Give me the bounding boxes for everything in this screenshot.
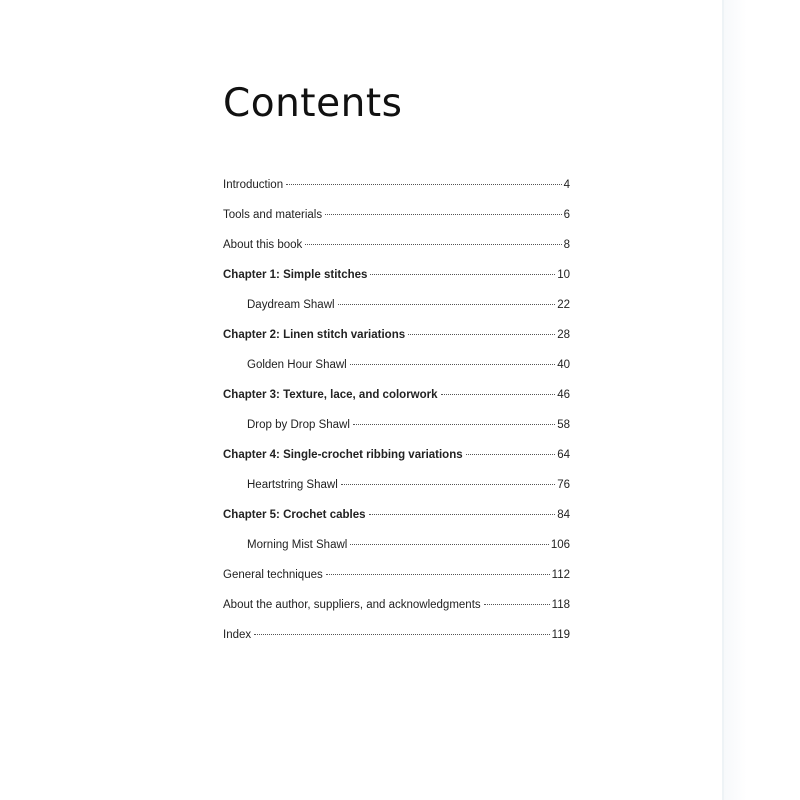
- toc-leader-dots: [441, 394, 556, 395]
- toc-leader-dots: [326, 574, 550, 575]
- toc-entry-label: Drop by Drop Shawl: [247, 419, 350, 431]
- page-shadow: [724, 0, 800, 800]
- toc-entry-page: 28: [557, 329, 570, 341]
- toc-entry-page: 119: [551, 629, 570, 641]
- toc-entry: [223, 232, 570, 262]
- toc-entry-label: Chapter 3: Texture, lace, and colorwork: [223, 389, 438, 401]
- toc-entry: [223, 202, 570, 232]
- toc-leader-dots: [353, 424, 555, 425]
- toc-project-entry: [223, 412, 570, 442]
- toc-leader-dots: [466, 454, 556, 455]
- toc-entry-page: 10: [557, 269, 570, 281]
- toc-entry-page: 106: [550, 539, 570, 551]
- table-of-contents: [223, 172, 570, 652]
- toc-entry-label: Introduction: [223, 179, 284, 191]
- toc-entry-label: Morning Mist Shawl: [247, 539, 348, 551]
- toc-entry-page: 4: [563, 179, 570, 191]
- toc-entry-label: Index: [223, 629, 252, 641]
- toc-entry-page: 22: [557, 299, 570, 311]
- toc-entry-label: Heartstring Shawl: [247, 479, 338, 491]
- toc-leader-dots: [350, 364, 555, 365]
- toc-entry-page: 6: [563, 209, 570, 221]
- toc-chapter-entry: [223, 322, 570, 352]
- page-title: Contents: [223, 81, 403, 126]
- toc-chapter-entry: [223, 262, 570, 292]
- toc-leader-dots: [369, 514, 556, 515]
- toc-entry-label: About this book: [223, 239, 303, 251]
- toc-entry-label: Chapter 5: Crochet cables: [223, 509, 366, 521]
- toc-entry: [223, 562, 570, 592]
- toc-entry-label: Daydream Shawl: [247, 299, 335, 311]
- toc-entry-page: 40: [557, 359, 570, 371]
- toc-entry-label: General techniques: [223, 569, 323, 581]
- toc-leader-dots: [325, 214, 562, 215]
- toc-project-entry: [223, 532, 570, 562]
- toc-leader-dots: [484, 604, 550, 605]
- toc-entry-label: Chapter 1: Simple stitches: [223, 269, 368, 281]
- toc-project-entry: [223, 472, 570, 502]
- toc-entry-page: 58: [557, 419, 570, 431]
- toc-leader-dots: [350, 544, 548, 545]
- toc-entry-page: 64: [557, 449, 570, 461]
- toc-leader-dots: [341, 484, 555, 485]
- toc-chapter-entry: [223, 382, 570, 412]
- toc-entry-label: Golden Hour Shawl: [247, 359, 347, 371]
- toc-entry-label: Chapter 2: Linen stitch variations: [223, 329, 406, 341]
- toc-leader-dots: [370, 274, 555, 275]
- toc-entry: [223, 592, 570, 622]
- toc-entry: [223, 622, 570, 652]
- toc-leader-dots: [286, 184, 561, 185]
- toc-entry-page: 118: [551, 599, 570, 611]
- toc-entry-label: About the author, suppliers, and acknowledgments: [223, 599, 481, 611]
- toc-entry: [223, 172, 570, 202]
- toc-leader-dots: [408, 334, 555, 335]
- toc-chapter-entry: [223, 442, 570, 472]
- toc-leader-dots: [254, 634, 550, 635]
- toc-entry-page: 76: [557, 479, 570, 491]
- toc-leader-dots: [338, 304, 556, 305]
- toc-entry-page: 46: [557, 389, 570, 401]
- toc-project-entry: [223, 352, 570, 382]
- toc-entry-label: Tools and materials: [223, 209, 323, 221]
- toc-project-entry: [223, 292, 570, 322]
- toc-entry-page: 84: [557, 509, 570, 521]
- toc-chapter-entry: [223, 502, 570, 532]
- toc-leader-dots: [305, 244, 561, 245]
- toc-entry-page: 112: [551, 569, 570, 581]
- toc-entry-label: Chapter 4: Single-crochet ribbing variations: [223, 449, 463, 461]
- toc-entry-page: 8: [563, 239, 570, 251]
